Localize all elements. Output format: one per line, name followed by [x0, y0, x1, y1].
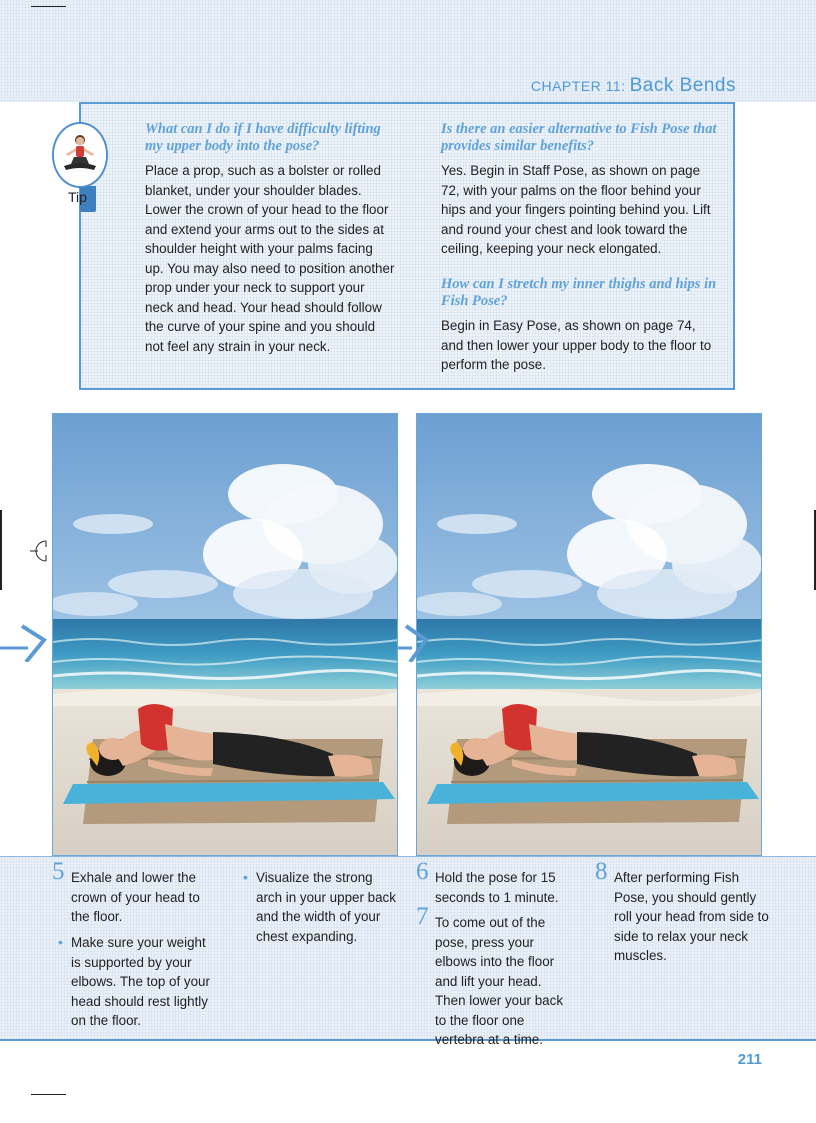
step-number: 5 [52, 858, 65, 885]
chapter-title: Back Bends [629, 75, 736, 96]
question-heading: Is there an easier alternative to Fish Pose that provides similar benefits? [441, 121, 717, 154]
photo-fish-pose-left [52, 413, 398, 856]
step-5 [52, 858, 211, 927]
bullet-text: Make sure your weight is supported by your elbows. The top of your head should rest lightly on the floor. [71, 935, 210, 1028]
arrow-right-icon [398, 618, 430, 662]
bullet-text: Visualize the strong arch in your upper back and the width of your chest expanding. [256, 870, 396, 944]
answer-text: Begin in Easy Pose, as shown on page 74, and then lower your upper body to the floor to perform the pose. [441, 318, 712, 372]
tip-label: Tip [68, 189, 87, 205]
step-text: Exhale and lower the crown of your head to the floor. [71, 870, 200, 924]
crop-mark-bottom [31, 1094, 66, 1095]
photo-fish-pose-right [416, 413, 762, 856]
answer-text: Yes. Begin in Staff Pose, as shown on page 72, with your palms on the floor behind your hips and your fingers pointing behind you. Lift and round your chest and look toward the ceiling, keeping your neck elongated. [441, 163, 711, 256]
step-text: After performing Fish Pose, you should gently roll your head from side to side to relax your neck muscles. [614, 870, 769, 963]
step-number: 7 [416, 903, 429, 930]
step-7 [416, 903, 575, 1050]
step-text: Hold the pose for 15 seconds to 1 minute. [435, 870, 559, 905]
step-number: 6 [416, 858, 429, 885]
step-text: To come out of the pose, press your elbows into the floor and lift your head. Then lower your back to the floor one vertebra at a time. [435, 915, 564, 1047]
chapter-label: CHAPTER 11: [530, 78, 626, 94]
question-heading: How can I stretch my inner thighs and hips in Fish Pose? [441, 276, 717, 309]
tip-yoga-icon [52, 122, 108, 188]
bullet-icon: • [243, 869, 248, 885]
tip-question-2 [441, 121, 721, 259]
step-number: 8 [595, 858, 608, 885]
answer-text: Place a prop, such as a bolster or rolled blanket, under your shoulder blades. Lower the crown of your head to the floor and extend your arms out to the sides at shoulder height with your palms facing up. You may also need to position another prop under your neck to support your neck and head. Your head should follow the curve of your spine and you should not feel any strain in your neck. [145, 163, 395, 354]
step-bullet [58, 933, 211, 1031]
crop-mark-top [31, 6, 66, 7]
side-crop-bar-left [0, 510, 2, 590]
chapter-heading [531, 75, 736, 97]
arrow-right-icon [0, 618, 48, 662]
question-heading: What can I do if I have difficulty lifting my upper body into the pose? [145, 121, 381, 154]
tip-question-1 [145, 121, 395, 356]
tip-question-3 [441, 276, 721, 375]
step-6 [416, 858, 570, 907]
step-bullet [243, 868, 396, 946]
step-8 [595, 858, 769, 966]
bullet-icon: • [58, 934, 63, 950]
page-number: 211 [737, 1051, 762, 1068]
tip-badge [52, 122, 108, 212]
